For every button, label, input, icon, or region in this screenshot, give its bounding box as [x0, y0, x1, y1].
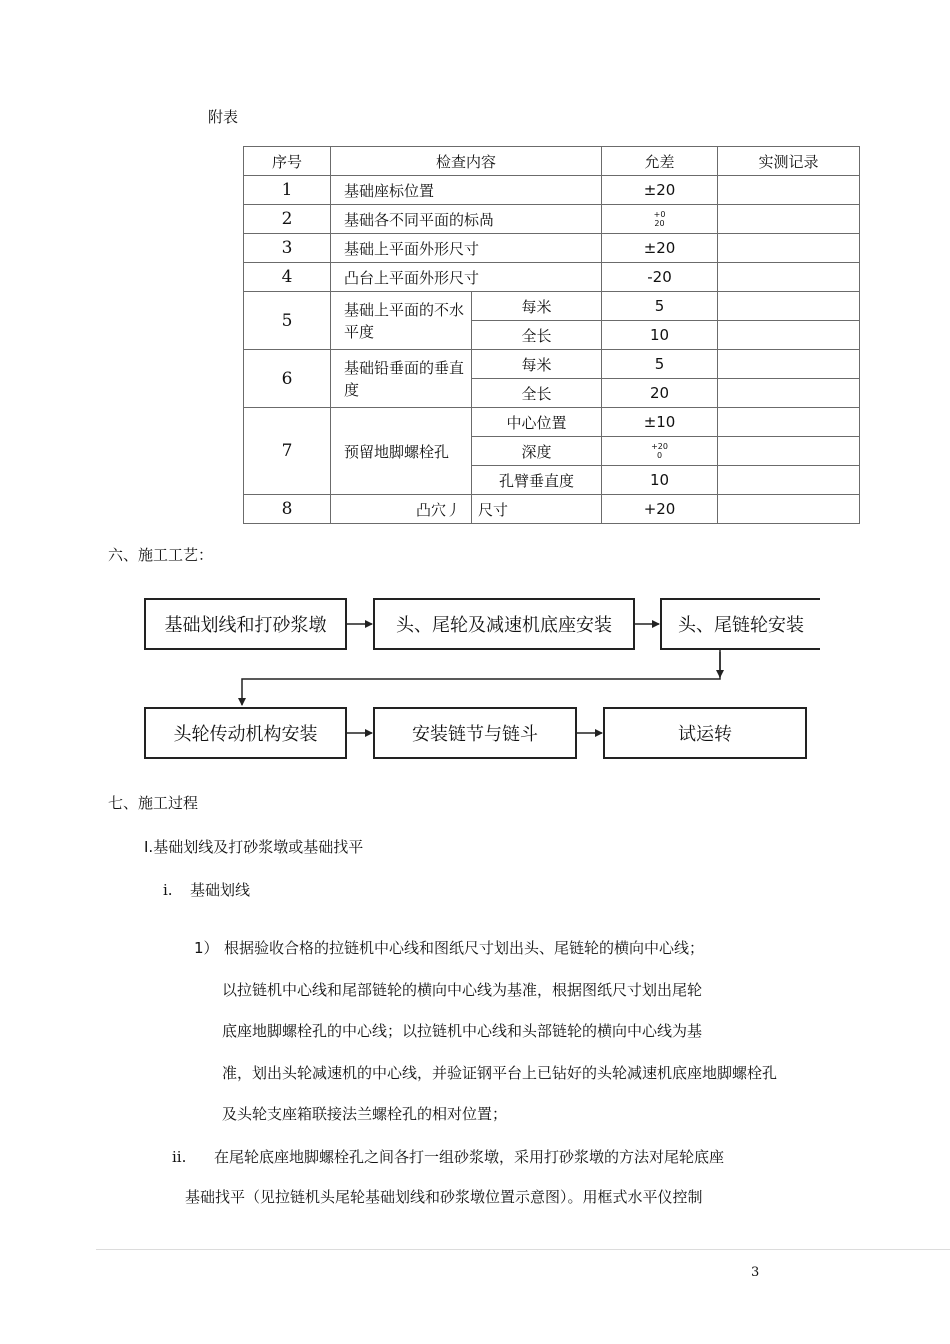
flow-step-3: 头、尾链轮安装 [660, 598, 820, 650]
flow-step-5: 安装链节与链斗 [373, 707, 577, 759]
item-1-line: 底座地脚螺栓孔的中心线；以拉链机中心线和头部链轮的横向中心线为基 [222, 1022, 703, 1040]
row-tolerance: ±20 [602, 234, 718, 263]
flow-step-6: 试运转 [603, 707, 807, 759]
appendix-label: 附表 [208, 108, 239, 126]
item-1-line: 准，划出头轮减速机的中心线，并验证钢平台上已钻好的头轮减速机底座地脚螺栓孔 [222, 1064, 778, 1082]
section-7-title: 七、施工过程 [108, 794, 199, 812]
footer-divider [96, 1249, 950, 1250]
row-item: 凸台上平面外形尺寸 [331, 263, 602, 292]
row-subitem: 尺寸 [472, 495, 602, 524]
row-tolerance: ±10 [602, 408, 718, 437]
tolerance-lower: 0 [656, 451, 663, 461]
row-tolerance: 10 [602, 466, 718, 495]
item-1-line: 及头轮支座箱联接法兰螺栓孔的相对位置； [222, 1105, 508, 1123]
tolerance-lower: 20 [654, 219, 665, 229]
row-no: 6 [244, 350, 331, 408]
row-tolerance: 5 [602, 350, 718, 379]
row-tolerance: ±20 [602, 176, 718, 205]
subsection-ii-line: 基础找平（见拉链机头尾轮基础划线和砂浆墩位置示意图）。用框式水平仪控制 [185, 1188, 703, 1206]
row-tolerance: 20 [602, 379, 718, 408]
row-no: 3 [244, 234, 331, 263]
row-subitem: 中心位置 [472, 408, 602, 437]
row-no: 7 [244, 408, 331, 495]
row-item: 基础上平面的不水平度 [331, 292, 472, 350]
row-subitem: 深度 [472, 437, 602, 466]
flow-step-1: 基础划线和打砂浆墩 [144, 598, 347, 650]
row-item: 基础上平面外形尺寸 [331, 234, 602, 263]
subsection-I-title: I.基础划线及打砂浆墩或基础找平 [144, 838, 364, 856]
row-item: 凸穴丿 [331, 495, 472, 524]
row-subitem: 孔臂垂直度 [472, 466, 602, 495]
row-item: 预留地脚螺栓孔 [331, 408, 472, 495]
item-1-line: 以拉链机中心线和尾部链轮的横向中心线为基准，根据图纸尺寸划出尾轮 [222, 981, 703, 999]
header-record: 实测记录 [718, 147, 860, 176]
flow-step-4: 头轮传动机构安装 [144, 707, 347, 759]
item-1-line: 根据验收合格的拉链机中心线和图纸尺寸划出头、尾链轮的横向中心线； [224, 939, 705, 957]
row-no: 2 [244, 205, 331, 234]
row-tolerance: 10 [602, 321, 718, 350]
subsection-ii-marker: ii. [172, 1148, 187, 1166]
row-no: 8 [244, 495, 331, 524]
header-item: 检查内容 [331, 147, 602, 176]
row-subitem: 全长 [472, 379, 602, 408]
row-item: 基础各不同平面的标咼 [331, 205, 602, 234]
row-no: 1 [244, 176, 331, 205]
row-item: 基础座标位置 [331, 176, 602, 205]
tolerance-upper: +0 [653, 210, 666, 220]
section-6-title: 六、施工工艺： [108, 546, 214, 564]
page-number: 3 [751, 1265, 760, 1280]
row-tolerance: 5 [602, 292, 718, 321]
flow-arrow [242, 650, 720, 705]
tolerance-upper: +20 [651, 442, 668, 452]
row-no: 5 [244, 292, 331, 350]
row-subitem: 全长 [472, 321, 602, 350]
row-subitem: 每米 [472, 350, 602, 379]
header-tolerance: 允差 [602, 147, 718, 176]
header-no: 序号 [244, 147, 331, 176]
subsection-i-title: 基础划线 [190, 881, 251, 899]
row-tolerance: -20 [602, 263, 718, 292]
item-1-marker: 1） [194, 939, 219, 957]
flow-step-2: 头、尾轮及减速机底座安装 [373, 598, 635, 650]
row-tolerance: +20 [602, 495, 718, 524]
subsection-i-marker: i. [163, 881, 173, 899]
row-no: 4 [244, 263, 331, 292]
row-item: 基础铅垂面的垂直度 [331, 350, 472, 408]
row-subitem: 每米 [472, 292, 602, 321]
subsection-ii-line: 在尾轮底座地脚螺栓孔之间各打一组砂浆墩，采用打砂浆墩的方法对尾轮底座 [214, 1148, 725, 1166]
